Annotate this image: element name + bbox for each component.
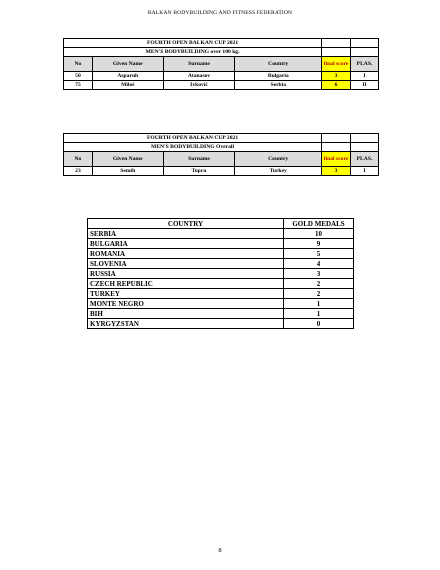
cell-country: Turkey xyxy=(235,167,322,176)
col-given-name: Given Name xyxy=(92,152,163,167)
cell-country: Serbia xyxy=(235,81,322,90)
col-surname: Surname xyxy=(163,152,235,167)
cell-plas: II xyxy=(351,81,379,90)
table-row xyxy=(88,319,354,329)
table-row xyxy=(88,309,354,319)
cell-plas: I xyxy=(351,167,379,176)
table-header-row xyxy=(64,57,379,72)
cell-score: 6 xyxy=(322,81,351,90)
table-row xyxy=(88,279,354,289)
cell-surname: Atanasov xyxy=(163,72,235,81)
col-gold-medals: GOLD MEDALS xyxy=(284,219,354,229)
cell-country: TURKEY xyxy=(88,289,284,299)
col-plas: PLAS. xyxy=(351,152,379,167)
cell-gold-medals: 2 xyxy=(284,279,354,289)
cell-country: SLOVENIA xyxy=(88,259,284,269)
cell-gold-medals: 1 xyxy=(284,309,354,319)
results-table-over-100kg xyxy=(63,38,379,90)
table-header-row xyxy=(64,152,379,167)
gold-medals-table xyxy=(87,218,354,329)
col-final-score: final score xyxy=(322,152,351,167)
table-row xyxy=(64,167,379,176)
table-row xyxy=(88,249,354,259)
cell-gold-medals: 9 xyxy=(284,239,354,249)
col-given-name: Given Name xyxy=(92,57,163,72)
cell-score: 3 xyxy=(322,72,351,81)
cell-no: 23 xyxy=(64,167,93,176)
cell-given-name: Semih xyxy=(92,167,163,176)
table-title: FOURTH OPEN BALKAN CUP 2021 xyxy=(64,39,322,48)
col-country: Country xyxy=(235,57,322,72)
cell-gold-medals: 10 xyxy=(284,229,354,239)
cell-country: KYRGYZSTAN xyxy=(88,319,284,329)
cell-country: BIH xyxy=(88,309,284,319)
federation-header: BALKAN BODYBUILDING AND FITNESS FEDERATION xyxy=(147,10,293,16)
table-header-row xyxy=(88,219,354,229)
cell-given-name: Asparuh xyxy=(92,72,163,81)
col-no: No xyxy=(64,152,93,167)
table-row xyxy=(88,289,354,299)
cell-no: 50 xyxy=(64,72,93,81)
cell-country: RUSSIA xyxy=(88,269,284,279)
table-row xyxy=(64,72,379,81)
table-row xyxy=(88,229,354,239)
table-row xyxy=(64,81,379,90)
table-row xyxy=(88,259,354,269)
cell-country: BULGARIA xyxy=(88,239,284,249)
page-number: 8 xyxy=(218,547,222,554)
col-no: No xyxy=(64,57,93,72)
table-subtitle: MEN'S BODYBUILDING over 100 kg. xyxy=(64,48,322,57)
col-plas: PLAS. xyxy=(351,57,379,72)
cell-gold-medals: 3 xyxy=(284,269,354,279)
cell-plas: I xyxy=(351,72,379,81)
cell-country: MONTE NEGRO xyxy=(88,299,284,309)
cell-gold-medals: 0 xyxy=(284,319,354,329)
table-row xyxy=(88,239,354,249)
table-title: FOURTH OPEN BALKAN CUP 2021 xyxy=(64,134,322,143)
cell-given-name: Miloš xyxy=(92,81,163,90)
cell-gold-medals: 4 xyxy=(284,259,354,269)
cell-score: 3 xyxy=(322,167,351,176)
cell-country: Bulgaria xyxy=(235,72,322,81)
cell-surname: Ivković xyxy=(163,81,235,90)
col-country: Country xyxy=(235,152,322,167)
cell-country: SERBIA xyxy=(88,229,284,239)
table-subtitle: MEN'S BODYBUILDING Overall xyxy=(64,143,322,152)
col-final-score: final score xyxy=(322,57,351,72)
cell-gold-medals: 2 xyxy=(284,289,354,299)
col-country: COUNTRY xyxy=(88,219,284,229)
table-row xyxy=(88,269,354,279)
cell-no: 75 xyxy=(64,81,93,90)
table-row xyxy=(88,299,354,309)
cell-country: ROMANIA xyxy=(88,249,284,259)
col-surname: Surname xyxy=(163,57,235,72)
cell-country: CZECH REPUBLIC xyxy=(88,279,284,289)
cell-gold-medals: 5 xyxy=(284,249,354,259)
results-table-overall xyxy=(63,133,379,176)
cell-gold-medals: 1 xyxy=(284,299,354,309)
cell-surname: Topcu xyxy=(163,167,235,176)
